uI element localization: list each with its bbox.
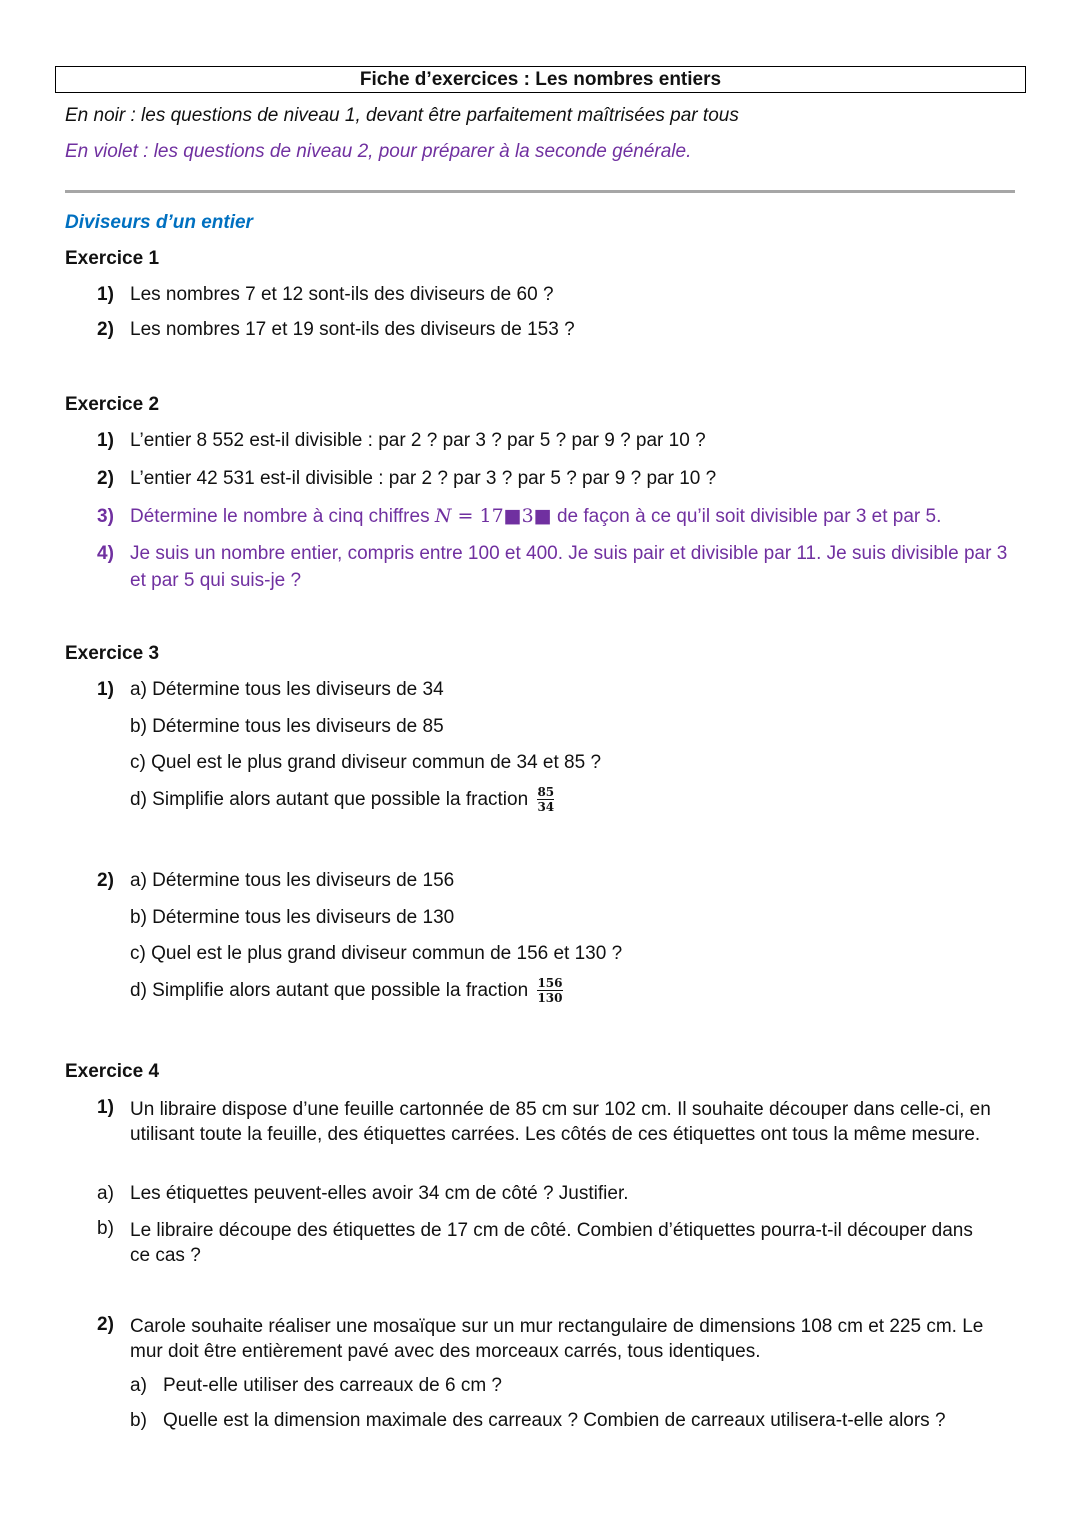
question-text: Un libraire dispose d’une feuille cartonnée de 85 cm sur 102 cm. Il souhaite découper dans celle-ci, en utilisant toute la feuille, des étiquettes carrées. Les côtés de ces étiquettes ont tous la même mesure. (130, 1099, 991, 1145)
question-text: a) Détermine tous les diviseurs de 34 (130, 679, 444, 700)
question-text: Les nombres 7 et 12 sont-ils des diviseurs de 60 ? (130, 284, 554, 305)
exercise-1-question-1 (97, 284, 554, 306)
exercise-4-part-1-b (97, 1218, 980, 1268)
exercise-4-title: Exercice 4 (65, 1061, 160, 1082)
math-expression: = 17■3■ (451, 505, 552, 527)
question-text: Le libraire découpe des étiquettes de 17 cm de côté. Combien d’étiquettes pourra-t-il découper dans ce cas ? (130, 1220, 973, 1266)
question-number: 2) (97, 468, 114, 489)
sub-label: b) (130, 1410, 147, 1431)
exercise-3-part-1-a (97, 679, 444, 701)
exercise-3-part-1-c: c) Quel est le plus grand diviseur commun de 34 et 85 ? (130, 752, 602, 773)
fraction (537, 786, 554, 814)
question-number: 3) (97, 506, 114, 527)
question-number: 2) (97, 870, 114, 891)
fraction-denominator: 130 (537, 991, 563, 1005)
divider (65, 190, 1015, 193)
question-text-start: Détermine le nombre à cinq chiffres (130, 506, 430, 527)
question-number: 2) (97, 319, 114, 340)
intro-level2: En violet : les questions de niveau 2, pour préparer à la seconde générale. (65, 141, 692, 162)
exercise-2-title: Exercice 2 (65, 394, 160, 415)
question-text: Peut-elle utiliser des carreaux de 6 cm ? (163, 1375, 502, 1396)
exercise-3-part-1-d (130, 786, 554, 814)
exercise-2-question-1 (97, 430, 706, 452)
question-number: 1) (97, 284, 114, 305)
exercise-4-part-2-b (130, 1410, 946, 1432)
question-text-end: de façon à ce qu’il soit divisible par 3 et par 5. (556, 506, 942, 527)
question-number: 4) (97, 543, 114, 564)
sub-label: b) (97, 1218, 114, 1239)
exercise-4-part-1-a (97, 1183, 629, 1205)
question-number: 1) (97, 679, 114, 700)
question-text: d) Simplifie alors autant que possible la fraction (130, 980, 529, 1002)
question-text: Quelle est la dimension maximale des carreaux ? Combien de carreaux utilisera-t-elle alors ? (163, 1410, 946, 1431)
question-text: L’entier 8 552 est-il divisible : par 2 ? par 3 ? par 5 ? par 9 ? par 10 ? (130, 430, 706, 451)
exercise-2-question-4 (97, 543, 1010, 594)
exercise-3-title: Exercice 3 (65, 643, 160, 664)
fraction (537, 977, 562, 1005)
exercise-1-title: Exercice 1 (65, 248, 160, 269)
math-variable: N (434, 505, 452, 527)
question-number: 1) (97, 430, 114, 451)
question-text: Je suis un nombre entier, compris entre 100 et 400. Je suis pair et divisible par 11. Je suis divisible par 3 et par 5 qui suis-je ? (130, 543, 1008, 591)
fraction-numerator: 85 (537, 785, 555, 799)
exercise-3-part-2-c: c) Quel est le plus grand diviseur commun de 156 et 130 ? (130, 943, 623, 964)
exercise-3-part-2-d (130, 977, 563, 1005)
section-title: Diviseurs d’un entier (65, 212, 253, 233)
question-text: a) Détermine tous les diviseurs de 156 (130, 870, 455, 891)
intro-level1: En noir : les questions de niveau 1, devant être parfaitement maîtrisées par tous (65, 105, 739, 126)
exercise-4-part-1 (97, 1097, 1010, 1147)
question-text: Les nombres 17 et 19 sont-ils des diviseurs de 153 ? (130, 319, 575, 340)
exercise-2-question-2 (97, 468, 716, 490)
exercise-3-part-1-b: b) Détermine tous les diviseurs de 85 (130, 716, 444, 737)
sub-label: a) (97, 1183, 114, 1204)
question-text: L’entier 42 531 est-il divisible : par 2 ? par 3 ? par 5 ? par 9 ? par 10 ? (130, 468, 717, 489)
sub-label: a) (130, 1375, 147, 1396)
exercise-3-part-2-a (97, 870, 454, 892)
exercise-2-question-3 (97, 505, 941, 528)
exercise-4-part-2 (97, 1314, 1010, 1364)
question-text: Carole souhaite réaliser une mosaïque sur un mur rectangulaire de dimensions 108 cm et 225 cm. Le mur doit être entièrement pavé avec des morceaux carrés, tous identiques. (130, 1316, 984, 1362)
question-number: 1) (97, 1097, 114, 1118)
fraction-numerator: 156 (537, 976, 563, 990)
fraction-denominator: 34 (537, 800, 555, 814)
exercise-4-part-2-a (130, 1375, 502, 1397)
page-title: Fiche d’exercices : Les nombres entiers (55, 66, 1026, 93)
question-number: 2) (97, 1314, 114, 1335)
question-text: Les étiquettes peuvent-elles avoir 34 cm de côté ? Justifier. (130, 1183, 629, 1204)
exercise-1-question-2 (97, 319, 575, 341)
question-text: d) Simplifie alors autant que possible la fraction (130, 789, 529, 811)
exercise-3-part-2-b: b) Détermine tous les diviseurs de 130 (130, 907, 455, 928)
